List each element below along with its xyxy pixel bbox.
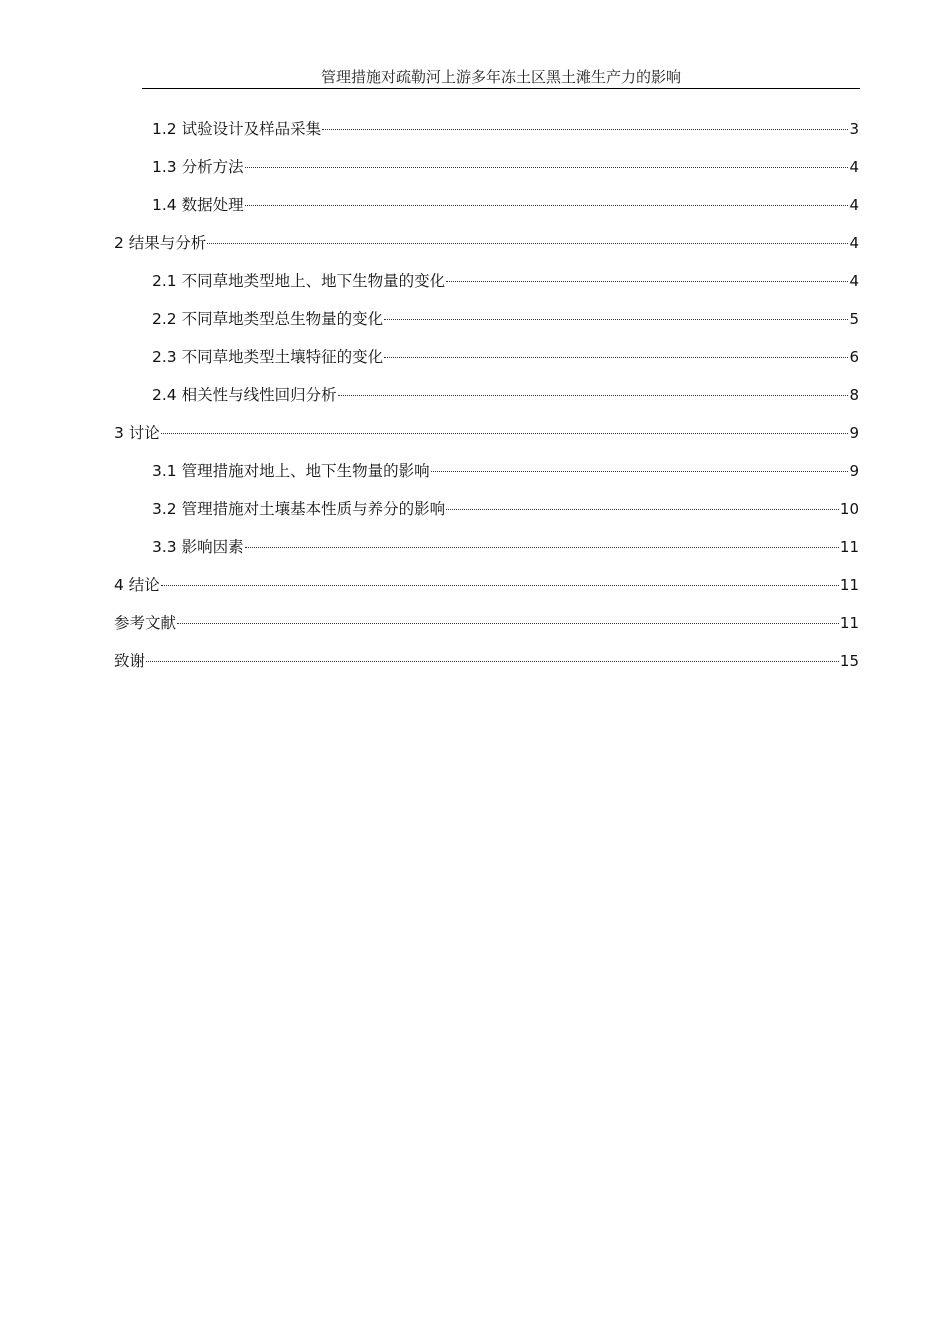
toc-dot-leader: [446, 279, 848, 282]
toc-dot-leader: [384, 355, 848, 358]
toc-dot-leader: [384, 317, 848, 320]
toc-dot-leader: [338, 393, 849, 396]
toc-entry-page: 11: [839, 614, 859, 632]
toc-dot-leader: [177, 621, 839, 624]
toc-dot-leader: [245, 203, 849, 206]
toc-entry-page: 9: [849, 462, 859, 480]
toc-entry-label: 1.4 数据处理: [152, 196, 244, 214]
toc-entry-label: 1.2 试验设计及样品采集: [152, 120, 322, 138]
toc-entry[interactable]: [114, 572, 859, 610]
toc-entry-page: 3: [849, 120, 859, 138]
toc-dot-leader: [446, 507, 839, 510]
toc-entry-label: 2.1 不同草地类型地上、地下生物量的变化: [152, 272, 446, 290]
toc-entry-page: 6: [849, 348, 859, 366]
toc-entry[interactable]: [114, 268, 859, 306]
toc-entry[interactable]: [114, 534, 859, 572]
toc-entry-label: 3.2 管理措施对土壤基本性质与养分的影响: [152, 500, 446, 518]
toc-entry-page: 15: [839, 652, 859, 670]
toc-entry-page: 8: [849, 386, 859, 404]
toc-entry[interactable]: [114, 344, 859, 382]
toc-entry-label: 2.2 不同草地类型总生物量的变化: [152, 310, 384, 328]
toc-dot-leader: [245, 545, 839, 548]
toc-entry-page: 11: [839, 538, 859, 556]
toc-entry-page: 4: [849, 158, 859, 176]
toc-entry[interactable]: [114, 610, 859, 648]
toc-entry[interactable]: [114, 306, 859, 344]
toc-entry[interactable]: [114, 154, 859, 192]
toc-entry-page: 4: [849, 196, 859, 214]
toc-dot-leader: [146, 659, 839, 662]
toc-entry-label: 3 讨论: [114, 424, 160, 442]
header-rule: [142, 88, 860, 89]
toc-entry[interactable]: [114, 116, 859, 154]
toc-entry[interactable]: [114, 420, 859, 458]
toc-entry-label: 2.4 相关性与线性回归分析: [152, 386, 337, 404]
toc-entry-label: 3.1 管理措施对地上、地下生物量的影响: [152, 462, 430, 480]
toc-entry[interactable]: [114, 458, 859, 496]
toc-entry-label: 1.3 分析方法: [152, 158, 244, 176]
toc-entry-label: 3.3 影响因素: [152, 538, 244, 556]
toc-dot-leader: [322, 127, 848, 130]
toc-entry-label: 参考文献: [114, 614, 177, 632]
toc-entry-page: 9: [849, 424, 859, 442]
toc-entry[interactable]: [114, 192, 859, 230]
toc-dot-leader: [161, 431, 849, 434]
table-of-contents: [114, 116, 859, 686]
toc-dot-leader: [207, 241, 848, 244]
toc-entry[interactable]: [114, 648, 859, 686]
toc-entry[interactable]: [114, 496, 859, 534]
toc-entry-page: 4: [849, 272, 859, 290]
toc-entry-label: 2.3 不同草地类型土壤特征的变化: [152, 348, 384, 366]
toc-entry-label: 2 结果与分析: [114, 234, 207, 252]
toc-entry-page: 11: [839, 576, 859, 594]
toc-entry-page: 5: [849, 310, 859, 328]
toc-dot-leader: [431, 469, 849, 472]
toc-entry-label: 4 结论: [114, 576, 160, 594]
toc-dot-leader: [245, 165, 849, 168]
toc-entry-page: 4: [849, 234, 859, 252]
running-header: 管理措施对疏勒河上游多年冻土区黑土滩生产力的影响: [320, 68, 681, 86]
toc-entry[interactable]: [114, 382, 859, 420]
toc-entry-label: 致谢: [114, 652, 146, 670]
toc-entry-page: 10: [839, 500, 859, 518]
toc-entry[interactable]: [114, 230, 859, 268]
toc-dot-leader: [161, 583, 839, 586]
